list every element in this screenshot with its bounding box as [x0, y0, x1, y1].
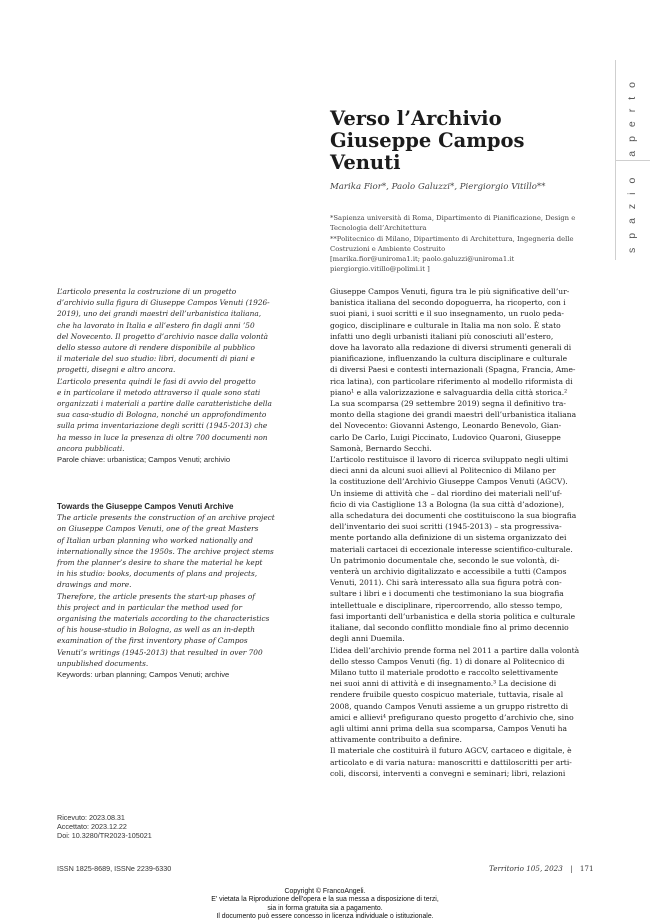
body-line: alla schedatura dei documenti che costituiscono la sua biografia — [330, 511, 577, 521]
body-line: Venuti, 2011). Chi sarà interessato alla sua figura potrà con- — [330, 578, 562, 588]
body-line: Un insieme di attività che – dal riordino dei materiali nell’uf- — [330, 488, 562, 498]
footer-separator: | — [570, 864, 573, 873]
body-line: monto della stagione dei grandi maestri dell’urbanistica italiana — [330, 410, 577, 420]
journal-name: Territorio 105, 2023 — [489, 864, 563, 873]
body-line: materiali cartacei di eccezionale interesse scientifico-culturale. — [330, 544, 573, 554]
body-line: coli, discorsi, interventi a convegni e seminari; libri, relazioni — [330, 768, 566, 778]
body-line: amici e allievi⁴ prefigurano questo progetto d’archivio che, sino — [330, 712, 574, 722]
accepted-date: Accettato: 2023.12.22 — [57, 822, 127, 832]
body-line: attivamente contribuito a definire. — [330, 735, 462, 745]
abstract-line: organizzati i materiali a partire dalle caratteristiche della — [57, 399, 272, 409]
body-line: carlo De Carlo, Luigi Piccinato, Ludovico Quaroni, Giuseppe — [330, 432, 561, 442]
body-line: sultare i libri e i documenti che testimoniano la sua biografia — [330, 589, 564, 599]
abstract-line: L’articolo presenta quindi le fasi di avvio del progetto — [57, 376, 256, 386]
body-line: La sua scomparsa (29 settembre 2019) segna il definitivo tra- — [330, 399, 566, 409]
body-line: Il materiale che costituirà il futuro AGCV, cartaceo e digitale, è — [330, 746, 572, 756]
body-line: dove ha lavorato alla redazione di diversi strumenti generali di — [330, 343, 572, 353]
body-line: rendere fruibile questo cospicuo materiale, tuttavia, risale al — [330, 690, 564, 700]
body-line: mente portando alla definizione di un sistema organizzato dei — [330, 533, 567, 543]
abstract-line: ha messo in luce la presenza di oltre 700 documenti non — [57, 432, 268, 442]
title-line: Venuti — [330, 151, 401, 174]
abstract-line: ancora pubblicati. — [57, 443, 125, 453]
abstract-line: il materiale del suo studio: libri, documenti di piani e — [57, 354, 255, 364]
body-line: Milano tutto il materiale prodotto e raccolto selettivamente — [330, 667, 559, 677]
body-line: L’idea dell’archivio prende forma nel 2011 a partire dalla volontà — [330, 645, 580, 655]
abstract-line: organising the materials according to the characteristics — [57, 614, 270, 624]
abstract-line: progetti, disegni e altro ancora. — [57, 365, 176, 375]
keywords-english: Keywords: urban planning; Campos Venuti; archive — [57, 670, 230, 680]
abstract-line: drawings and more. — [57, 580, 132, 590]
abstract-line: d’archivio sulla figura di Giuseppe Campos Venuti (1926- — [57, 298, 270, 308]
copyright-line: sia in forma gratuita sia a pagamento. — [267, 904, 383, 912]
abstract-line: internationally since the 1950s. The archive project stems — [57, 546, 274, 556]
abstract-line: Venuti’s writings (1945-2013) that resulted in over 700 — [57, 647, 263, 657]
copyright-line: E' vietata la Riproduzione dell'opera e la sua messa a disposizione di terzi, — [211, 896, 439, 904]
abstract-english — [57, 501, 315, 680]
authors: Marika Fior*, Paolo Galuzzi*, Piergiorgio Vitillo** — [330, 182, 546, 192]
body-line: dell’inventario dei suoi scritti (1945-2013) – sta progressiva- — [330, 522, 562, 532]
article-body — [330, 286, 606, 779]
affiliation-line: *Sapienza università di Roma, Dipartimento di Pianificazione, Design e — [330, 214, 576, 222]
body-line: dello stesso Campos Venuti (fig. 1) di donare al Politecnico di — [330, 656, 565, 666]
title-line: Giuseppe Campos — [330, 129, 525, 152]
submission-dates — [57, 813, 152, 841]
abstract-line: from the planner’s desire to share the material he kept — [57, 558, 263, 568]
abstract-line: Therefore, the article presents the start-up phases of — [57, 591, 255, 601]
abstract-line: in his studio: books, documents of plans and projects, — [57, 569, 258, 579]
title-line: Verso l’Archivio — [330, 107, 502, 130]
keywords-italian: Parole chiave: urbanistica; Campos Venuti; archivio — [57, 455, 231, 465]
body-line: articolato e di varia natura: manoscritti e dattiloscritti per arti- — [330, 757, 572, 767]
abstract-line: L’articolo presenta la costruzione di un progetto — [57, 287, 237, 296]
abstract-line: unpublished documents. — [57, 658, 149, 668]
copyright-line: Il documento può essere concesso in licenza individuale o istituzionale. — [216, 913, 434, 921]
abstract-english-title: Towards the Giuseppe Campos Venuti Archive — [57, 502, 234, 511]
abstract-italian — [57, 286, 315, 465]
affiliation-line: [marika.fior@uniroma1.it; paolo.galuzzi@uniroma1.it — [330, 255, 515, 264]
affiliation-line: piergiorgio.vitillo@polimi.it ] — [330, 265, 430, 274]
abstract-line: of Italian urban planning who worked nationally and — [57, 535, 253, 545]
article-title — [330, 108, 600, 174]
abstract-line: examination of the first inventory phase of Campos — [57, 636, 248, 646]
body-line: venterà un archivio digitalizzato e accessibile a tutti (Campos — [330, 567, 567, 577]
abstract-line: sua casa-studio di Bologna, nonché un approfondimento — [57, 410, 267, 420]
affiliation-line: Tecnologia dell’Architettura — [330, 224, 427, 233]
footer-journal-info — [489, 864, 594, 873]
footer-issn: ISSN 1825-8689, ISSNe 2239-6330 — [57, 864, 172, 873]
body-line: degli anni Duemila. — [330, 634, 405, 644]
body-line: banistica italiana del secondo dopoguerra, ha ricoperto, con i — [330, 298, 566, 308]
body-line: piano¹ e alla valorizzazione e salvaguardia della città storica.² — [330, 387, 568, 397]
body-line: nei suoi anni di attività e di insegnamento.³ La decisione di — [330, 679, 557, 689]
abstract-line: of his house-studio in Bologna, as well as an in-depth — [57, 625, 255, 635]
body-line: del Novecento: Giovanni Astengo, Leonardo Benevolo, Gian- — [330, 421, 562, 431]
affiliation-line: **Politecnico di Milano, Dipartimento di Architettura, Ingegneria delle — [330, 234, 574, 243]
abstract-line: del Novecento. Il progetto d’archivio nasce dalla volontà — [57, 331, 269, 341]
body-line: agli ultimi anni prima della sua scomparsa, Campos Venuti ha — [330, 723, 567, 733]
body-line: suoi piani, i suoi scritti e il suo insegnamento, un ruolo peda- — [330, 309, 564, 319]
body-line: la costituzione dell’Archivio Giuseppe Campos Venuti (AGCV). — [330, 477, 568, 487]
body-line: ficio di via Castiglione 13 a Bologna (la sua città d’adozione), — [330, 499, 565, 509]
body-line: rica latina), con particolare riferimento al modello riformista di — [330, 376, 573, 386]
abstract-line: 2019), uno dei grandi maestri dell’urbanistica italiana, — [57, 309, 262, 319]
doi: Doi: 10.3280/TR2023-105021 — [57, 831, 152, 841]
body-line: dieci anni da alcuni suoi allievi al Politecnico di Milano per — [330, 466, 556, 476]
body-line: fasi importanti dell’urbanistica e della storia politica e culturale — [330, 611, 576, 621]
abstract-line: e in particolare il metodo attraverso il quale sono stati — [57, 387, 261, 397]
affiliation-line: Costruzioni e Ambiente Costruito — [330, 244, 446, 253]
body-line: Giuseppe Campos Venuti, figura tra le più significative dell’ur- — [330, 287, 570, 296]
abstract-line: on Giuseppe Campos Venuti, one of the great Masters — [57, 524, 259, 534]
body-line: pianificazione, influenzando la cultura disciplinare e culturale — [330, 354, 568, 364]
body-line: 2008, quando Campos Venuti assieme a un gruppo ristretto di — [330, 701, 569, 711]
abstract-line: sulla prima inventariazione degli scritti (1945-2013) che — [57, 421, 268, 431]
affiliations — [330, 213, 605, 275]
page-number: 171 — [579, 864, 594, 873]
abstract-line: dello stesso autore di rendere disponibile al pubblico — [57, 343, 255, 353]
abstract-line: che ha lavorato in Italia e all’estero fin dagli anni ’50 — [57, 320, 255, 330]
body-line: Samonà, Bernardo Secchi. — [330, 443, 432, 453]
received-date: Ricevuto: 2023.08.31 — [57, 813, 125, 822]
copyright-line: Copyright © FrancoAngeli. — [284, 888, 366, 895]
body-line: di diversi Paesi e contesti internazionali (Spagna, Francia, Ame- — [330, 365, 576, 375]
body-line: intellettuale e disciplinare, ripercorrendo, allo stesso tempo, — [330, 600, 563, 610]
body-line: infatti uno degli urbanisti italiani più conosciuti all’estero, — [330, 331, 554, 341]
abstract-line: this project and in particular the method used for — [57, 602, 242, 612]
body-line: gogico, disciplinare e culturale in Italia ma non solo. È stato — [330, 320, 561, 330]
abstract-line: The article presents the construction of an archive project — [57, 513, 275, 523]
body-line: italiane, dal secondo conflitto mondiale fino al primo decennio — [330, 623, 569, 633]
section-tab-label: spazio aperto — [626, 72, 638, 254]
body-line: Un patrimonio documentale che, secondo le sue volontà, di- — [330, 555, 560, 565]
body-line: L’articolo restituisce il lavoro di ricerca sviluppato negli ultimi — [330, 455, 569, 465]
copyright-notice — [0, 888, 650, 922]
